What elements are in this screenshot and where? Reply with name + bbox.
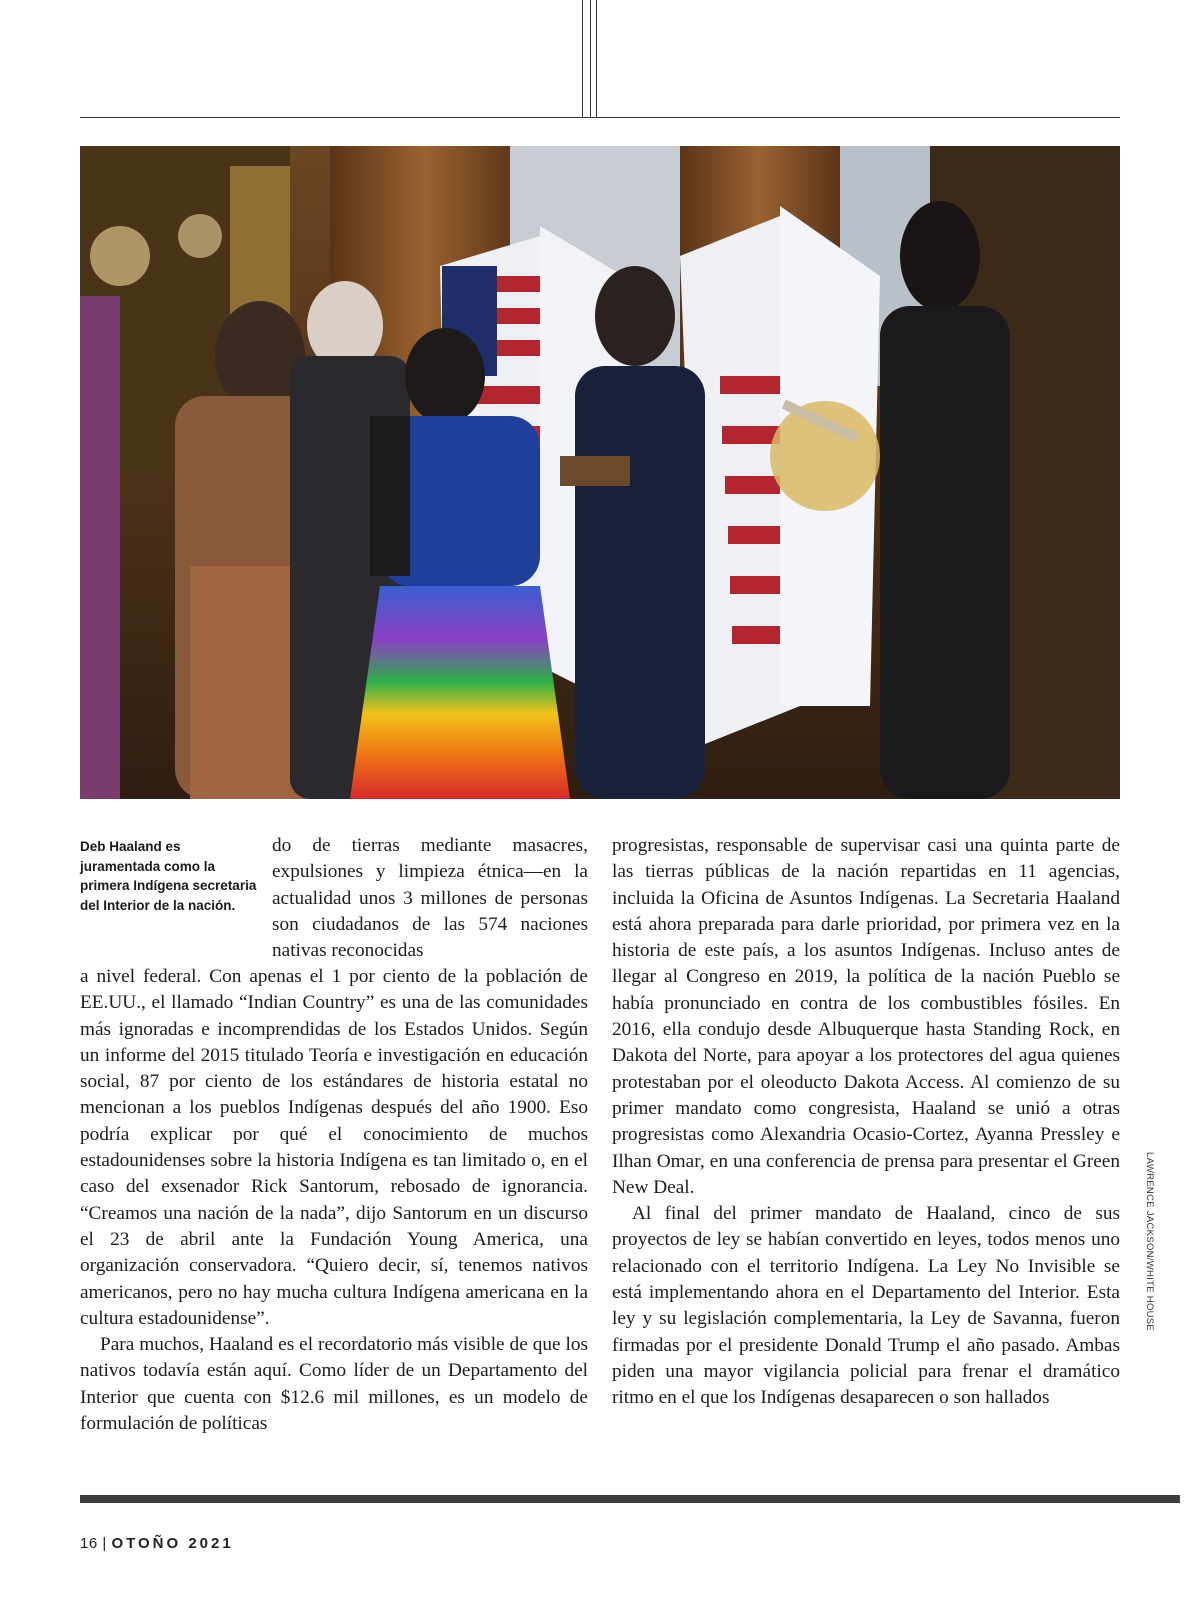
article-column-1-top bbox=[272, 833, 588, 964]
article-paragraph: progresistas, responsable de supervisar casi una quinta parte de las tierras públicas de la nación repartidas en 11 agencias, incluida la Oficina de Asuntos Indígenas. La Secretaria Haaland está ahora preparada para darle prioridad, por primera vez en la historia de este país, a los asuntos Indígenas. Incluso antes de llegar al Congreso en 2019, la política de la nación Pueblo se había pronunciado en contra de los combustibles fósiles. En 2016, ella condujo desde Albuquerque hasta Standing Rock, en Dakota del Norte, para apoyar a los protectores del agua quienes protestaban por el oleoducto Dakota Access. Al comienzo de su primer mandato como congresista, Haaland se unió a otras progresistas como Alexandria Ocasio-Cortez, Ayanna Pressley e Ilhan Omar, en una conferencia de prensa para presentar el Green New Deal. bbox=[612, 835, 1120, 1198]
photo-credit: LAWRENCE JACKSON/WHITE HOUSE bbox=[1144, 1152, 1155, 1332]
header-divider-right bbox=[596, 0, 597, 117]
article-paragraph: Para muchos, Haaland es el recordatorio más visible de que los nativos todavía están aquí. Como líder de un Departamento del Interior que cuenta con $12.6 mil millones, es un modelo de formulación de políticas bbox=[80, 1334, 588, 1435]
article-paragraph: Al final del primer mandato de Haaland, cinco de sus proyectos de ley se habían convertido en leyes, todos menos uno relacionado con el territorio Indígena. La Ley No Invisible se está implementando ahora en el Departamento del Interior. Esta ley y su legislación complementaria, la Ley de Savanna, fueron firmadas por el presidente Donald Trump el año pasado. Ambas piden una mayor vigilancia policial para frenar el dramático ritmo en el que los Indígenas desaparecen o son hallados bbox=[612, 1203, 1120, 1409]
folio-separator: | bbox=[102, 1535, 107, 1552]
article-paragraph: a nivel federal. Con apenas el 1 por ciento de la población de EE.UU., el llamado “Indian Country” es una de las comunidades más ignoradas e incomprendidas de los Estados Unidos. Según un informe del 2015 titulado Teoría e investigación en educación social, 87 por ciento de los estándares de historia estatal no mencionan a los pueblos Indígenas después del año 1900. Eso podría explicar por qué el conocimiento de muchos estadounidenses sobre la historia Indígena es tan limitado o, en el caso del exsenador Rick Santorum, rebosado de ignorancia. “Creamos una nación de la nada”, dijo Santorum en un discurso el 23 de abril ante la Fundación Young America, una organización conservadora. “Quiero decir, sí, tenemos nativos americanos, pero no hay mucha cultura Indígena americana en la cultura estadounidense”. bbox=[80, 966, 588, 1329]
photo-caption: Deb Haaland es juramentada como la primera Indígena secretaria del Interior de la nación. bbox=[80, 839, 257, 913]
issue-name: OTOÑO 2021 bbox=[111, 1535, 234, 1552]
page-folio bbox=[80, 1535, 234, 1552]
swearing-in-photo bbox=[80, 146, 1120, 799]
header-divider-middle bbox=[590, 0, 591, 117]
footer-bar bbox=[80, 1495, 1180, 1503]
photo-icon bbox=[80, 146, 1120, 799]
page-number: 16 bbox=[80, 1535, 98, 1552]
article-paragraph: do de tierras mediante masacres, expulsiones y limpieza étnica—en la actualidad unos 3 millones de personas son ciudadanos de las 574 naciones nativas reconocidas bbox=[272, 835, 588, 962]
top-rule bbox=[80, 117, 1120, 118]
article-column-2 bbox=[612, 833, 1120, 1412]
article-column-1 bbox=[80, 964, 588, 1437]
header-divider-left bbox=[582, 0, 583, 117]
